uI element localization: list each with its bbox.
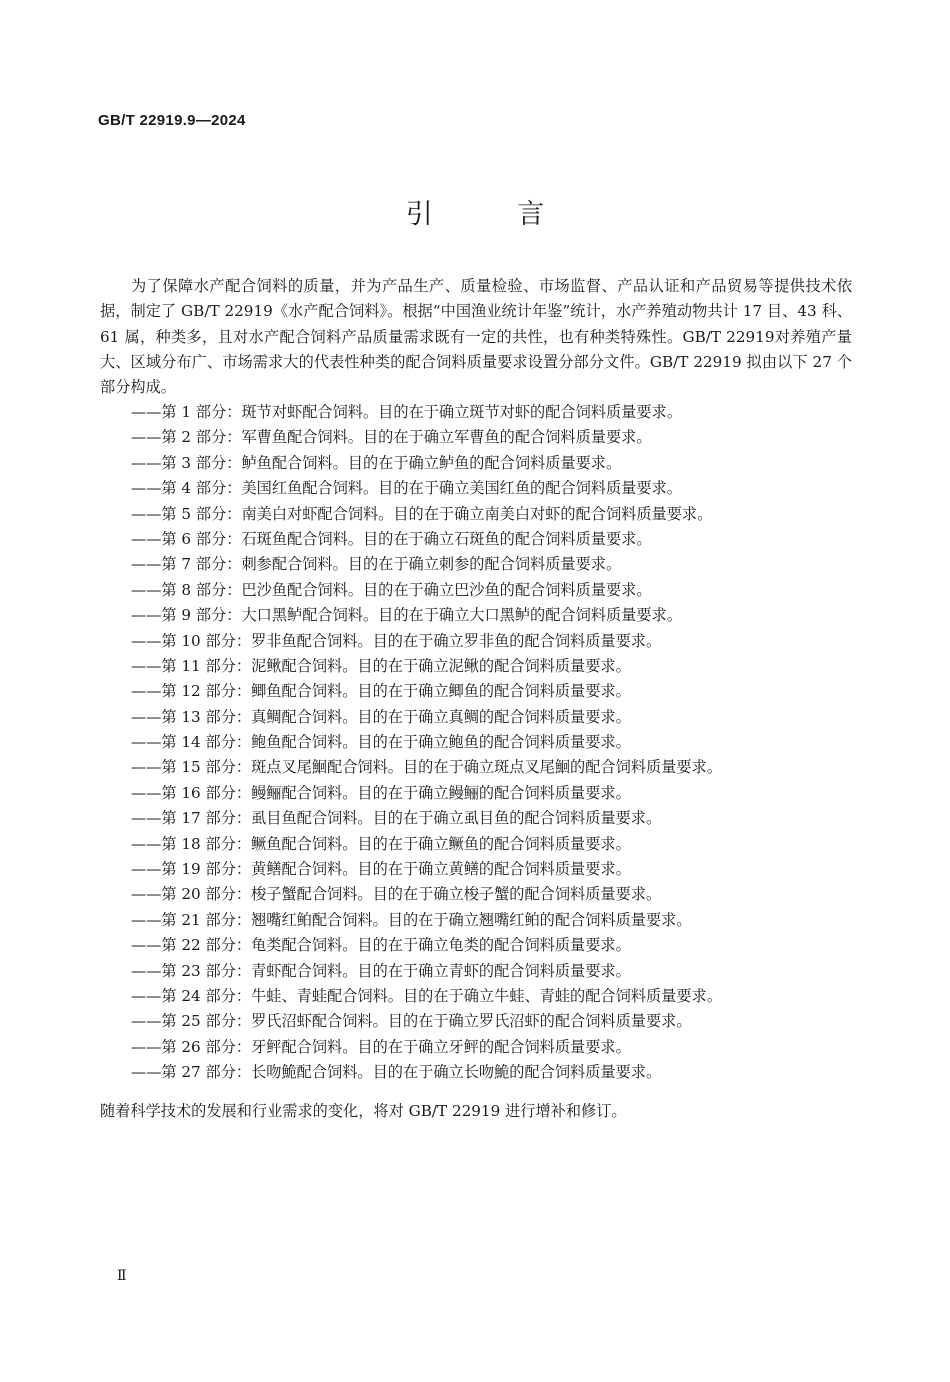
list-item: ——第 19 部分：黄鳝配合饲料。目的在于确立黄鳝的配合饲料质量要求。	[131, 860, 631, 879]
list-item: ——第 5 部分：南美白对虾配合饲料。目的在于确立南美白对虾的配合饲料质量要求。	[131, 504, 713, 523]
page-title: 引 言	[405, 199, 583, 230]
list-item: ——第 1 部分：斑节对虾配合饲料。目的在于确立斑节对虾的配合饲料质量要求。	[131, 403, 682, 421]
list-item: ——第 15 部分：斑点叉尾鮰配合饲料。目的在于确立斑点叉尾鮰的配合饲料质量要求。	[131, 758, 722, 777]
list-item: ——第 18 部分：鳜鱼配合饲料。目的在于确立鳜鱼的配合饲料质量要求。	[131, 834, 631, 853]
list-item: ——第 25 部分：罗氏沼虾配合饲料。目的在于确立罗氏沼虾的配合饲料质量要求。	[131, 1012, 692, 1031]
list-item: ——第 21 部分：翘嘴红鲌配合饲料。目的在于确立翘嘴红鲌的配合饲料质量要求。	[131, 910, 692, 929]
list-item: ——第 17 部分：虱目鱼配合饲料。目的在于确立虱目鱼的配合饲料质量要求。	[131, 809, 662, 828]
parts-list	[131, 400, 851, 1086]
list-item: ——第 13 部分：真鲷配合饲料。目的在于确立真鲷的配合饲料质量要求。	[131, 707, 631, 726]
list-item: ——第 20 部分：梭子蟹配合饲料。目的在于确立梭子蟹的配合饲料质量要求。	[131, 885, 662, 904]
list-item: ——第 24 部分：牛蛙、青蛙配合饲料。目的在于确立牛蛙、青蛙的配合饲料质量要求。	[131, 986, 722, 1005]
list-item: ——第 3 部分：鲈鱼配合饲料。目的在于确立鲈鱼的配合饲料质量要求。	[131, 453, 622, 472]
closing-paragraph: 随着科学技术的发展和行业需求的变化，将对 GB/T 22919 进行增补和修订。	[100, 1102, 627, 1120]
list-item: ——第 26 部分：牙鲆配合饲料。目的在于确立牙鲆的配合饲料质量要求。	[131, 1037, 631, 1056]
list-item: ——第 22 部分：龟类配合饲料。目的在于确立龟类的配合饲料质量要求。	[131, 936, 631, 955]
list-item: ——第 6 部分：石斑鱼配合饲料。目的在于确立石斑鱼的配合饲料质量要求。	[131, 529, 652, 548]
list-item: ——第 4 部分：美国红鱼配合饲料。目的在于确立美国红鱼的配合饲料质量要求。	[131, 479, 682, 498]
list-item: ——第 11 部分：泥鳅配合饲料。目的在于确立泥鳅的配合饲料质量要求。	[131, 656, 631, 675]
standard-code: GB/T 22919.9—2024	[98, 112, 246, 129]
page-number: Ⅱ	[117, 1268, 127, 1284]
list-item: ——第 16 部分：鳗鲡配合饲料。目的在于确立鳗鲡的配合饲料质量要求。	[131, 783, 631, 802]
list-item: ——第 27 部分：长吻鮠配合饲料。目的在于确立长吻鮠的配合饲料质量要求。	[131, 1063, 662, 1082]
list-item: ——第 2 部分：军曹鱼配合饲料。目的在于确立军曹鱼的配合饲料质量要求。	[131, 428, 652, 447]
list-item: ——第 12 部分：鲫鱼配合饲料。目的在于确立鲫鱼的配合饲料质量要求。	[131, 682, 631, 701]
list-item: ——第 7 部分：刺参配合饲料。目的在于确立刺参的配合饲料质量要求。	[131, 555, 622, 574]
list-item: ——第 8 部分：巴沙鱼配合饲料。目的在于确立巴沙鱼的配合饲料质量要求。	[131, 580, 652, 599]
list-item: ——第 14 部分：鲍鱼配合饲料。目的在于确立鲍鱼的配合饲料质量要求。	[131, 733, 631, 752]
list-item: ——第 23 部分：青虾配合饲料。目的在于确立青虾的配合饲料质量要求。	[131, 961, 631, 980]
list-item: ——第 10 部分：罗非鱼配合饲料。目的在于确立罗非鱼的配合饲料质量要求。	[131, 631, 662, 650]
intro-paragraph: 为了保障水产配合饲料的质量，并为产品生产、质量检验、市场监督、产品认证和产品贸易等提供技术依据，制定了 GB/T 22919《水产配合饲料》。根据“中国渔业统计年鉴”统计，水产养殖动物共计 17 目、43 科、61 属，种类多，且对水产配合饲料产品质量需求既有一定的共性，也有种类特殊性。GB/T 22919对养殖产量大、区域分布广、市场需求大的代表性种类的配合饲料质量要求设置分部分文件。GB/T 22919 拟由以下 27 个部分构成。	[100, 277, 852, 397]
list-item: ——第 9 部分：大口黑鲈配合饲料。目的在于确立大口黑鲈的配合饲料质量要求。	[131, 606, 682, 625]
